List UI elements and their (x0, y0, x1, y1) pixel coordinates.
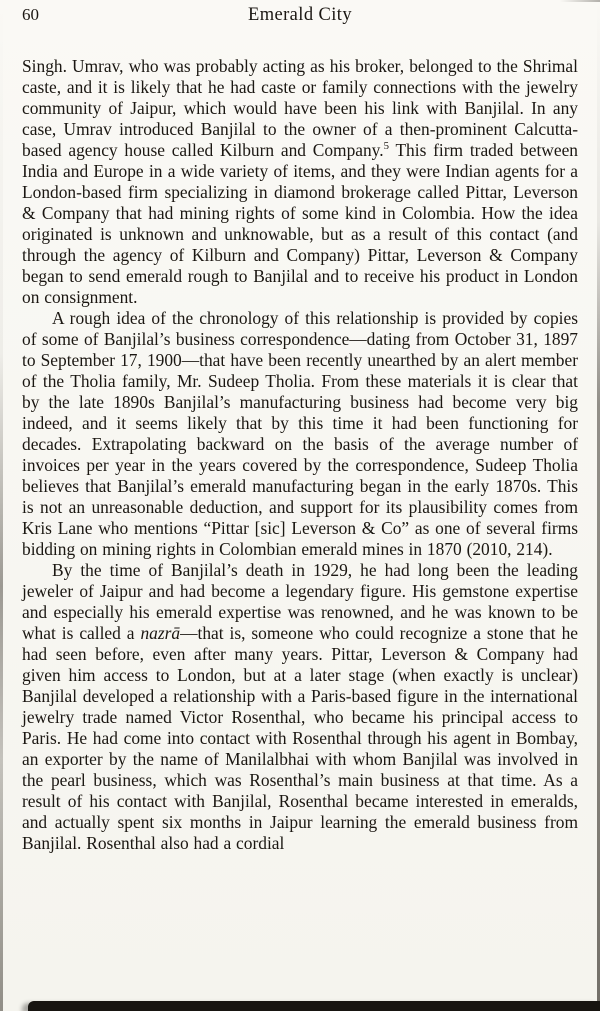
scan-artifact-left-edge (0, 0, 3, 1011)
paragraph (22, 308, 578, 560)
footnote-marker: 5 (383, 140, 389, 153)
scan-artifact-bottom-edge (28, 1001, 600, 1011)
text-segment: —that is, someone who could recognize a stone that he had seen before, even after many years. Pittar, Leverson & Company had given him access to London, but at a later stage (when exactly is unclear) Banjilal developed a relationship with a Paris-based figure in the international jewelry trade named Victor Rosenthal, who became his principal access to Paris. He had come into contact with Rosenthal through his agent in Bombay, an exporter by the name of Manilalbhai with whom Banjilal was involved in the pearl business, which was Rosenthal’s main business at that time. As a result of his contact with Banjilal, Rosenthal became interested in emeralds, and actually spent six months in Jaipur learning the emerald business from Banjilal. Rosenthal also had a cordial (22, 623, 579, 853)
text-segment: Singh. Umrav, who was probably acting as his broker, belonged to the Shrimal caste, and it is likely that he had caste or family connections with the jewelry community of Jaipur, which would have been his link with Banjilal. In any case, Umrav introduced Banjilal to the owner of a then-prominent Calcutta-based agency house called Kilburn and Company. (22, 56, 578, 160)
paragraph (22, 560, 578, 854)
page-number: 60 (22, 5, 39, 24)
text-segment: A rough idea of the chronology of this relationship is provided by copies of some of Banjilal’s business correspondence—dating from October 31, 1897 to September 17, 1900—that have been recently unearthed by an alert member of the Tholia family, Mr. Sudeep Tholia. From these materials it is clear that by the late 1890s Banjilal’s manufacturing business had become very big indeed, and it seems likely that by this time it had been functioning for decades. Extrapolating backward on the basis of the average number of invoices per year in the years covered by the correspondence, Sudeep Tholia believes that Banjilal’s emerald manufacturing began in the early 1870s. This is not an unreasonable deduction, and support for its plausibility comes from Kris Lane who mentions “Pittar [sic] Leverson & Co” as one of several firms bidding on mining rights in Colombian emerald mines in 1870 (2010, 214). (22, 308, 578, 559)
paragraph (22, 56, 578, 308)
running-title: Emerald City (248, 5, 352, 25)
page-header (22, 5, 578, 29)
text-segment: nazrā (140, 623, 181, 643)
scan-artifact-top-right (560, 0, 600, 2)
text-segment: This firm traded between India and Europe in a wide variety of items, and they were Indian agents for a London-based firm specializing in diamond brokerage called Pittar, Leverson & Company that had mining rights of some kind in Colombia. How the idea originated is unknown and unknowable, but as a result of this contact (and through the agency of Kilburn and Company) Pittar, Leverson & Company began to send emerald rough to Banjilal and to receive his product in London on consignment. (22, 140, 578, 307)
text-segment: By the time of Banjilal’s death in 1929, he had long been the leading jeweler of Jaipur and had become a legendary figure. His gemstone expertise and especially his emerald expertise was renowned, and he was known to be what is called a (22, 560, 578, 643)
page-body (22, 56, 578, 854)
